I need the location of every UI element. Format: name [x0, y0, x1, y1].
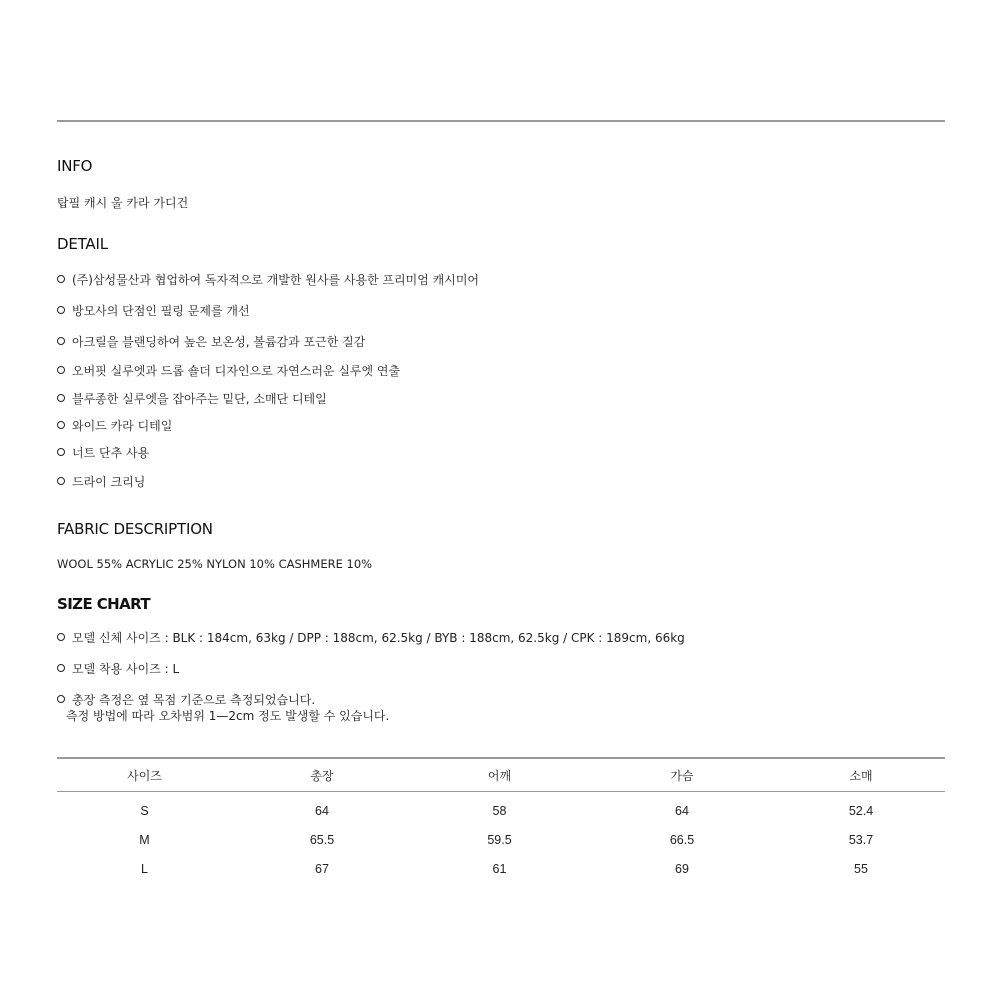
table-cell: 58 [492, 803, 507, 818]
header-size: 사이즈 [57, 758, 232, 792]
table-cell: 52.4 [848, 803, 874, 818]
detail-heading: DETAIL [57, 235, 108, 253]
circle-bullet-icon [57, 366, 65, 374]
circle-bullet-icon [57, 306, 65, 314]
table-cell: 64 [675, 803, 689, 818]
detail-item: 와이드 카라 디테일 [57, 418, 172, 434]
table-cell: 64 [315, 803, 329, 818]
table-row [57, 792, 945, 826]
circle-bullet-icon [57, 695, 65, 703]
circle-bullet-icon [57, 448, 65, 456]
size-chart-heading: SIZE CHART [57, 595, 151, 613]
table-cell: M [139, 832, 150, 847]
fabric-heading: FABRIC DESCRIPTION [57, 520, 213, 538]
table-cell: 59.5 [487, 832, 512, 847]
table-cell: 53.7 [848, 832, 874, 847]
detail-item: 아크릴을 블랜딩하여 높은 보온성, 볼륨감과 포근한 질감 [57, 334, 365, 350]
circle-bullet-icon [57, 664, 65, 672]
size-note: 총장 측정은 옆 목점 기준으로 측정되었습니다. 측정 방법에 따라 오차범위 1—2cm 정도 발생할 수 있습니다. [57, 692, 389, 724]
table-cell: S [140, 803, 149, 818]
size-table-header-row [57, 758, 945, 792]
circle-bullet-icon [57, 394, 65, 402]
detail-item: 드라이 크리닝 [57, 474, 145, 490]
table-cell: 55 [854, 861, 868, 876]
circle-bullet-icon [57, 633, 65, 641]
table-row [57, 825, 945, 854]
table-cell: 67 [315, 861, 329, 876]
table-cell: L [141, 861, 148, 876]
header-sleeve: 소매 [777, 758, 945, 792]
table-cell: 61 [492, 861, 507, 876]
table-row [57, 854, 945, 883]
size-table-container [57, 757, 945, 883]
detail-item: 방모사의 단점인 필링 문제를 개선 [57, 303, 250, 319]
detail-item: 너트 단추 사용 [57, 445, 149, 461]
circle-bullet-icon [57, 421, 65, 429]
header-total-length: 총장 [232, 758, 412, 792]
header-chest: 가슴 [587, 758, 777, 792]
detail-item: 오버핏 실루엣과 드롭 숄더 디자인으로 자연스러운 실루엣 연출 [57, 363, 400, 379]
info-heading: INFO [57, 157, 93, 175]
top-divider [57, 120, 945, 122]
circle-bullet-icon [57, 275, 65, 283]
table-cell: 65.5 [309, 832, 335, 847]
circle-bullet-icon [57, 477, 65, 485]
size-table [57, 757, 945, 883]
size-note: 모델 착용 사이즈 : L [57, 661, 179, 677]
circle-bullet-icon [57, 337, 65, 345]
product-name: 탑필 캐시 울 카라 가디건 [57, 196, 189, 210]
header-shoulder: 어깨 [412, 758, 587, 792]
table-cell: 69 [675, 861, 689, 876]
detail-item: 블루종한 실루엣을 잡아주는 밑단, 소매단 디테일 [57, 391, 327, 407]
detail-item: (주)삼성물산과 협업하여 독자적으로 개발한 원사를 사용한 프리미엄 캐시미어 [57, 272, 479, 288]
size-note: 모델 신체 사이즈 : BLK : 184cm, 63kg / DPP : 188cm, 62.5kg / BYB : 188cm, 62.5kg / CPK : 189cm, 66kg [57, 630, 685, 646]
fabric-composition: WOOL 55% ACRYLIC 25% NYLON 10% CASHMERE 10% [57, 557, 373, 571]
table-cell: 66.5 [669, 832, 695, 847]
